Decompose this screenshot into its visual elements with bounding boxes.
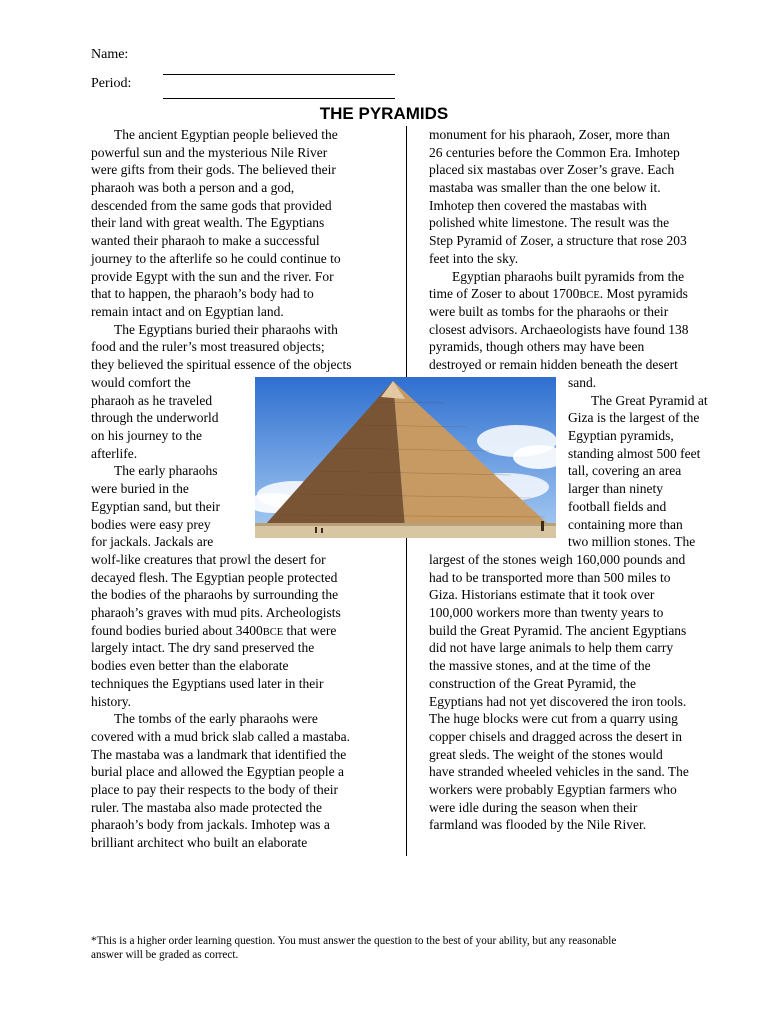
left-bottom-line: pharaoh’s graves with mud pits. Archeologists — [91, 605, 341, 621]
sand-edge — [255, 523, 556, 526]
left-top-line: The Egyptians buried their pharaohs with — [114, 321, 338, 337]
left-top-line: powerful sun and the mysterious Nile River — [91, 144, 328, 160]
right-bottom-line: copper chisels and dragged across the desert in — [429, 728, 683, 744]
left-wrap-line: The early pharaohs — [114, 463, 218, 479]
right-bottom-line: the massive stones, and at the time of the — [429, 658, 651, 674]
left-column-bottom — [91, 551, 350, 852]
right-bottom-line: did not have large animals to help them carry — [429, 640, 674, 656]
left-wrap-line: for jackals. Jackals are — [91, 534, 214, 550]
line-tail: that were — [283, 622, 337, 638]
name-line[interactable] — [163, 74, 395, 75]
page-title: THE PYRAMIDS — [319, 104, 449, 123]
pyramid-photo — [255, 377, 556, 538]
left-bottom-line: ruler. The mastaba also made protected the — [91, 799, 323, 815]
left-bottom-line: bodies even better than the elaborate — [91, 658, 289, 674]
right-wrap-line: Egyptian pyramids, — [568, 428, 674, 444]
era-label: BCE — [579, 290, 600, 302]
footnote — [91, 934, 616, 962]
right-bottom-line: great sleds. The weight of the stones would — [429, 746, 663, 762]
right-top-line: Step Pyramid of Zoser, a structure that rose 203 — [429, 233, 687, 249]
left-bottom-line: covered with a mud brick slab called a mastaba. — [91, 728, 351, 744]
right-bottom-line: largest of the stones weigh 160,000 pounds and — [429, 552, 686, 567]
right-top-line: were built as tombs for the pharaohs or their — [429, 303, 669, 319]
left-bottom-line: the bodies of the pharaohs by surrounding the — [91, 587, 339, 603]
left-top-line: they believed the spiritual essence of the objects — [91, 356, 352, 372]
left-wrap-line: bodies were easy prey — [91, 516, 211, 532]
right-top-line: mastaba was smaller than the one below it. — [429, 180, 661, 196]
line-tail: . Most pyramids — [599, 286, 688, 302]
left-top-line: their land with great wealth. The Egyptians — [91, 215, 325, 231]
left-top-line: remain intact and on Egyptian land. — [91, 303, 284, 319]
right-wrap-line: standing almost 500 feet — [568, 445, 701, 461]
left-bottom-line: history. — [91, 693, 131, 709]
right-bottom-line: farmland was flooded by the Nile River. — [429, 817, 647, 833]
date-value: 1700 — [552, 286, 580, 302]
right-top-line: Imhotep then covered the mastabas with — [429, 197, 647, 213]
left-top-line: wanted their pharaoh to make a successful — [91, 233, 320, 249]
footnote-line: *This is a higher order learning question. You must answer the question to the best of your ability, but any reasonable — [91, 935, 617, 947]
left-top-line: pharaoh was both a person and a god, — [91, 180, 295, 196]
left-top-line: journey to the afterlife so he could continue to — [91, 250, 341, 266]
right-top-line-date — [429, 285, 688, 303]
right-bottom-line: workers were probably Egyptian farmers who — [429, 781, 677, 797]
right-wrap-line: tall, covering an area — [568, 463, 682, 479]
right-wrap-line: containing more than — [568, 516, 683, 532]
right-bottom-line: construction of the Great Pyramid, the — [429, 675, 636, 691]
left-wrap-line: pharaoh as he traveled — [91, 392, 213, 408]
right-wrap-line: two million stones. The — [568, 534, 696, 550]
left-top-line: food and the ruler’s most treasured objects; — [91, 339, 325, 355]
right-wrap-line: The Great Pyramid at — [591, 392, 708, 408]
pyramid-illustration — [255, 377, 556, 538]
era-label: BCE — [262, 626, 284, 638]
right-wrap-line: Giza is the largest of the — [568, 410, 700, 426]
date-value: 3400 — [235, 622, 263, 638]
right-bottom-line: 100,000 workers more than twenty years to — [429, 605, 664, 621]
left-bottom-line: brilliant architect who built an elaborate — [91, 835, 308, 850]
right-bottom-line: were idle during the season when their — [429, 799, 638, 815]
left-wrap-line: were buried in the — [91, 481, 189, 497]
right-bottom-line: Giza. Historians estimate that it took over — [429, 587, 655, 603]
right-bottom-line: build the Great Pyramid. The ancient Egyptians — [429, 622, 687, 638]
line-text: time of Zoser to about — [429, 286, 553, 302]
left-wrap-line: would comfort the — [91, 375, 191, 390]
left-column-top — [91, 126, 352, 374]
left-column-wrap — [91, 374, 220, 551]
left-wrap-line: afterlife. — [91, 445, 138, 461]
period-label: Period: — [91, 76, 132, 91]
right-top-line: destroyed or remain hidden beneath the desert — [429, 356, 678, 372]
left-bottom-line: burial place and allowed the Egyptian people a — [91, 764, 345, 780]
right-column-top — [429, 126, 688, 374]
right-column-wrap — [568, 374, 708, 551]
line-text: found bodies buried about — [91, 622, 236, 638]
left-wrap-line: on his journey to the — [91, 428, 202, 444]
left-top-line: The ancient Egyptian people believed the — [114, 127, 338, 142]
right-top-line: placed six mastabas over Zoser’s grave. Each — [429, 162, 675, 178]
left-bottom-line: place to pay their respects to the body of their — [91, 781, 339, 797]
left-top-line: provide Egypt with the sun and the river. For — [91, 268, 334, 284]
right-bottom-line: Egyptians had not yet discovered the iron tools. — [429, 693, 687, 709]
left-bottom-line: wolf-like creatures that prowl the desert for — [91, 552, 326, 567]
left-bottom-line: decayed flesh. The Egyptian people protected — [91, 569, 338, 585]
left-top-line: were gifts from their gods. The believed their — [91, 162, 336, 178]
left-wrap-line: through the underworld — [91, 410, 219, 426]
right-top-line: Egyptian pharaohs built pyramids from the — [452, 268, 685, 284]
right-bottom-line: had to be transported more than 500 miles to — [429, 569, 671, 585]
right-column-bottom — [429, 551, 689, 834]
left-bottom-line: The tombs of the early pharaohs were — [114, 711, 318, 727]
left-bottom-line: pharaoh’s body from jackals. Imhotep was a — [91, 817, 330, 833]
right-top-line: pyramids, though others may have been — [429, 339, 645, 355]
left-top-line: descended from the same gods that provided — [91, 197, 332, 213]
right-wrap-line: larger than ninety — [568, 481, 663, 497]
right-top-line: feet into the sky. — [429, 250, 519, 266]
left-bottom-line: largely intact. The dry sand preserved the — [91, 640, 315, 656]
right-wrap-line: sand. — [568, 375, 597, 390]
footnote-line: answer will be graded as correct. — [91, 949, 239, 961]
left-bottom-line: techniques the Egyptians used later in their — [91, 675, 324, 691]
right-bottom-line: The huge blocks were cut from a quarry using — [429, 711, 678, 727]
left-bottom-line-date — [91, 622, 350, 640]
right-top-line: 26 centuries before the Common Era. Imhotep — [429, 144, 680, 160]
right-top-line: polished white limestone. The result was the — [429, 215, 670, 231]
name-label: Name: — [91, 47, 129, 62]
left-bottom-line: The mastaba was a landmark that identified the — [91, 746, 347, 762]
period-line[interactable] — [163, 98, 395, 99]
right-top-line: monument for his pharaoh, Zoser, more than — [429, 127, 670, 142]
right-wrap-line: football fields and — [568, 498, 667, 514]
left-top-line: that to happen, the pharaoh’s body had to — [91, 286, 314, 302]
left-wrap-line: Egyptian sand, but their — [91, 498, 220, 514]
right-top-line: closest advisors. Archaeologists have found 138 — [429, 321, 689, 337]
right-bottom-line: have stranded wheeled vehicles in the sand. The — [429, 764, 689, 780]
